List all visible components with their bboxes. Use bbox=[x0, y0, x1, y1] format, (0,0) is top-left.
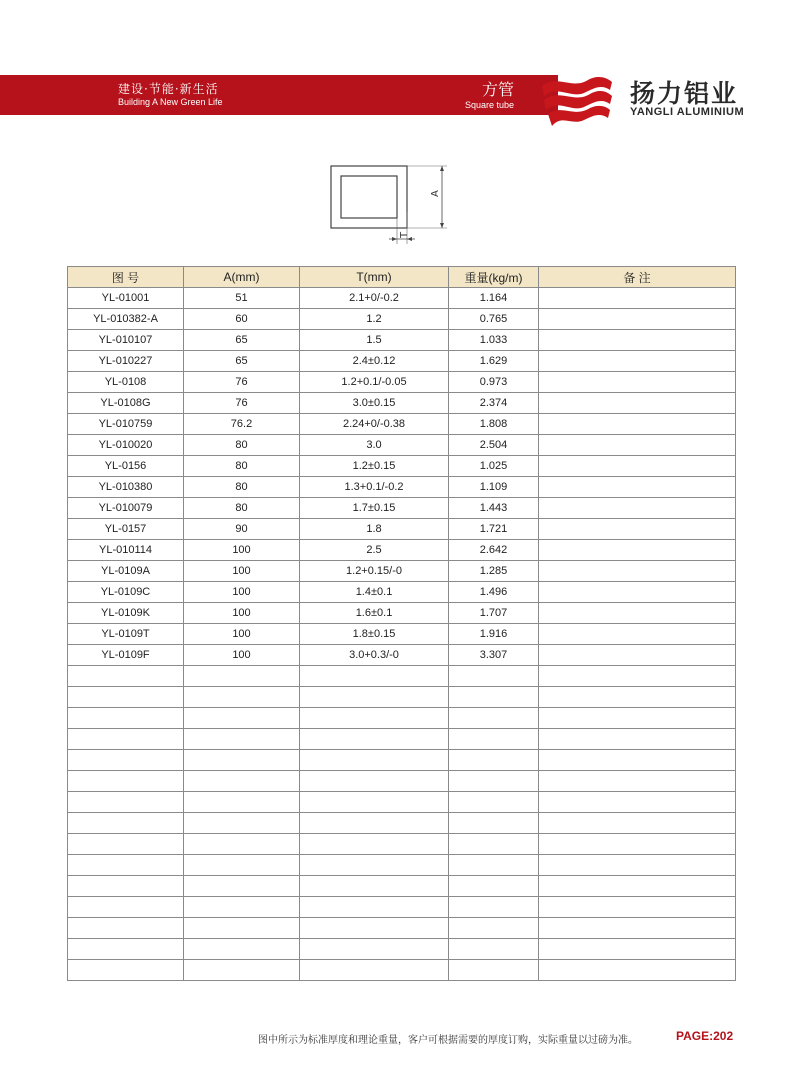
cell-part-number bbox=[68, 729, 184, 750]
cell-remarks bbox=[539, 603, 736, 624]
cell-t-mm bbox=[300, 918, 449, 939]
brand-name-english: YANGLI ALUMINIUM bbox=[630, 106, 745, 118]
cell-a-mm bbox=[184, 855, 300, 876]
cell-a-mm: 65 bbox=[184, 351, 300, 372]
cell-remarks bbox=[539, 414, 736, 435]
table-row bbox=[68, 582, 736, 603]
cell-a-mm bbox=[184, 918, 300, 939]
cell-remarks bbox=[539, 939, 736, 960]
cell-weight bbox=[449, 687, 539, 708]
table-row bbox=[68, 960, 736, 981]
cell-t-mm: 3.0+0.3/-0 bbox=[300, 645, 449, 666]
cell-weight: 2.374 bbox=[449, 393, 539, 414]
cell-part-number bbox=[68, 960, 184, 981]
cell-weight: 1.164 bbox=[449, 288, 539, 309]
table-row bbox=[68, 855, 736, 876]
cell-weight bbox=[449, 918, 539, 939]
cell-remarks bbox=[539, 561, 736, 582]
cell-part-number: YL-0108G bbox=[68, 393, 184, 414]
cell-a-mm bbox=[184, 939, 300, 960]
cell-t-mm: 1.7±0.15 bbox=[300, 498, 449, 519]
cell-weight: 1.496 bbox=[449, 582, 539, 603]
cell-a-mm: 65 bbox=[184, 330, 300, 351]
cell-t-mm: 1.2+0.15/-0 bbox=[300, 561, 449, 582]
table-row bbox=[68, 435, 736, 456]
cell-t-mm: 1.3+0.1/-0.2 bbox=[300, 477, 449, 498]
cell-remarks bbox=[539, 771, 736, 792]
spec-table bbox=[67, 266, 736, 981]
table-row bbox=[68, 771, 736, 792]
cell-weight bbox=[449, 960, 539, 981]
cell-a-mm: 76 bbox=[184, 393, 300, 414]
slogan-english: Building A New Green Life bbox=[118, 97, 223, 107]
header-a-mm: A(mm) bbox=[184, 267, 300, 288]
product-title-chinese: 方管 bbox=[481, 80, 514, 99]
cell-weight: 1.285 bbox=[449, 561, 539, 582]
table-row bbox=[68, 456, 736, 477]
cell-weight bbox=[449, 855, 539, 876]
footnote: 图中所示为标准厚度和理论重量，客户可根据需要的厚度订购，实际重量以过磅为准。 bbox=[258, 1035, 638, 1046]
cell-t-mm: 3.0±0.15 bbox=[300, 393, 449, 414]
cell-weight bbox=[449, 771, 539, 792]
cell-t-mm bbox=[300, 960, 449, 981]
cell-a-mm bbox=[184, 750, 300, 771]
cell-t-mm: 1.8±0.15 bbox=[300, 624, 449, 645]
cell-a-mm: 80 bbox=[184, 477, 300, 498]
cell-a-mm: 76 bbox=[184, 372, 300, 393]
cell-weight: 1.025 bbox=[449, 456, 539, 477]
table-row bbox=[68, 351, 736, 372]
cell-t-mm: 2.5 bbox=[300, 540, 449, 561]
header-part-number: 图 号 bbox=[68, 267, 184, 288]
cell-a-mm: 100 bbox=[184, 645, 300, 666]
table-row bbox=[68, 309, 736, 330]
cell-weight bbox=[449, 876, 539, 897]
cell-a-mm bbox=[184, 834, 300, 855]
cell-part-number: YL-010382-A bbox=[68, 309, 184, 330]
cell-remarks bbox=[539, 309, 736, 330]
cell-part-number: YL-010227 bbox=[68, 351, 184, 372]
cell-t-mm bbox=[300, 897, 449, 918]
cell-a-mm bbox=[184, 687, 300, 708]
table-header-row bbox=[68, 267, 736, 288]
cell-a-mm: 90 bbox=[184, 519, 300, 540]
cell-a-mm: 100 bbox=[184, 582, 300, 603]
cell-remarks bbox=[539, 456, 736, 477]
cell-part-number: YL-0156 bbox=[68, 456, 184, 477]
cell-remarks bbox=[539, 540, 736, 561]
page-number: PAGE:202 bbox=[676, 1029, 734, 1043]
cell-t-mm bbox=[300, 666, 449, 687]
cell-t-mm: 1.6±0.1 bbox=[300, 603, 449, 624]
cell-weight: 1.033 bbox=[449, 330, 539, 351]
cell-a-mm bbox=[184, 708, 300, 729]
cell-t-mm bbox=[300, 687, 449, 708]
cell-a-mm: 80 bbox=[184, 456, 300, 477]
cell-remarks bbox=[539, 813, 736, 834]
cell-part-number bbox=[68, 855, 184, 876]
cell-a-mm: 100 bbox=[184, 624, 300, 645]
table-row bbox=[68, 687, 736, 708]
cell-t-mm bbox=[300, 708, 449, 729]
table-row bbox=[68, 792, 736, 813]
cell-remarks bbox=[539, 708, 736, 729]
cell-remarks bbox=[539, 288, 736, 309]
table-row bbox=[68, 645, 736, 666]
cell-a-mm bbox=[184, 666, 300, 687]
table-row bbox=[68, 729, 736, 750]
table-row bbox=[68, 939, 736, 960]
table-row bbox=[68, 666, 736, 687]
cell-a-mm: 76.2 bbox=[184, 414, 300, 435]
cell-remarks bbox=[539, 792, 736, 813]
table-row bbox=[68, 708, 736, 729]
cell-weight: 2.504 bbox=[449, 435, 539, 456]
cell-a-mm: 100 bbox=[184, 561, 300, 582]
table-row bbox=[68, 393, 736, 414]
cell-remarks bbox=[539, 960, 736, 981]
header-weight: 重量(kg/m) bbox=[449, 267, 539, 288]
cell-t-mm: 2.1+0/-0.2 bbox=[300, 288, 449, 309]
cell-part-number: YL-0109F bbox=[68, 645, 184, 666]
cell-a-mm bbox=[184, 771, 300, 792]
cell-part-number bbox=[68, 876, 184, 897]
cell-remarks bbox=[539, 666, 736, 687]
cell-t-mm: 2.24+0/-0.38 bbox=[300, 414, 449, 435]
cell-a-mm bbox=[184, 876, 300, 897]
table-row bbox=[68, 330, 736, 351]
cell-t-mm bbox=[300, 855, 449, 876]
cell-a-mm bbox=[184, 792, 300, 813]
table-row bbox=[68, 372, 736, 393]
cell-remarks bbox=[539, 582, 736, 603]
cell-weight bbox=[449, 708, 539, 729]
cell-remarks bbox=[539, 855, 736, 876]
cell-a-mm: 80 bbox=[184, 435, 300, 456]
header-remarks: 备 注 bbox=[539, 267, 736, 288]
cell-weight bbox=[449, 813, 539, 834]
brand-name-chinese: 扬力铝业 bbox=[630, 79, 739, 108]
cell-t-mm bbox=[300, 750, 449, 771]
cell-part-number bbox=[68, 708, 184, 729]
table-row bbox=[68, 813, 736, 834]
table-row bbox=[68, 519, 736, 540]
cell-part-number bbox=[68, 939, 184, 960]
cell-t-mm: 2.4±0.12 bbox=[300, 351, 449, 372]
cell-t-mm: 1.2±0.15 bbox=[300, 456, 449, 477]
cell-t-mm: 3.0 bbox=[300, 435, 449, 456]
cell-weight: 0.973 bbox=[449, 372, 539, 393]
table-row bbox=[68, 834, 736, 855]
cell-t-mm: 1.8 bbox=[300, 519, 449, 540]
cell-remarks bbox=[539, 435, 736, 456]
cell-weight bbox=[449, 729, 539, 750]
cell-weight: 1.629 bbox=[449, 351, 539, 372]
cell-remarks bbox=[539, 834, 736, 855]
cell-part-number: YL-0157 bbox=[68, 519, 184, 540]
cell-remarks bbox=[539, 750, 736, 771]
cell-remarks bbox=[539, 687, 736, 708]
cell-weight: 1.721 bbox=[449, 519, 539, 540]
cell-t-mm: 1.5 bbox=[300, 330, 449, 351]
cell-weight: 1.808 bbox=[449, 414, 539, 435]
cell-weight: 3.307 bbox=[449, 645, 539, 666]
table-row bbox=[68, 288, 736, 309]
cell-a-mm: 100 bbox=[184, 540, 300, 561]
cell-part-number bbox=[68, 813, 184, 834]
cell-part-number: YL-010107 bbox=[68, 330, 184, 351]
cell-t-mm bbox=[300, 939, 449, 960]
table-row bbox=[68, 750, 736, 771]
yangli-logo-icon bbox=[538, 70, 616, 132]
cell-part-number: YL-010020 bbox=[68, 435, 184, 456]
cell-part-number bbox=[68, 771, 184, 792]
cell-weight: 1.916 bbox=[449, 624, 539, 645]
cell-remarks bbox=[539, 477, 736, 498]
cell-weight bbox=[449, 750, 539, 771]
cell-t-mm bbox=[300, 813, 449, 834]
cell-part-number bbox=[68, 918, 184, 939]
cell-part-number: YL-0109K bbox=[68, 603, 184, 624]
cell-a-mm bbox=[184, 960, 300, 981]
table-row bbox=[68, 540, 736, 561]
table-row bbox=[68, 918, 736, 939]
cell-part-number: YL-0109A bbox=[68, 561, 184, 582]
tube-inner-wall bbox=[341, 176, 397, 218]
table-row bbox=[68, 477, 736, 498]
cell-weight: 1.109 bbox=[449, 477, 539, 498]
table-row bbox=[68, 498, 736, 519]
cell-remarks bbox=[539, 897, 736, 918]
cell-weight bbox=[449, 834, 539, 855]
cell-a-mm bbox=[184, 813, 300, 834]
cell-remarks bbox=[539, 372, 736, 393]
cell-a-mm: 100 bbox=[184, 603, 300, 624]
cell-weight: 1.707 bbox=[449, 603, 539, 624]
table-row bbox=[68, 876, 736, 897]
cell-remarks bbox=[539, 645, 736, 666]
cell-t-mm: 1.4±0.1 bbox=[300, 582, 449, 603]
square-tube-diagram bbox=[325, 160, 455, 245]
cell-weight bbox=[449, 666, 539, 687]
cell-remarks bbox=[539, 351, 736, 372]
table-row bbox=[68, 897, 736, 918]
table-row bbox=[68, 561, 736, 582]
dimension-label-a: A bbox=[430, 190, 441, 197]
cell-weight bbox=[449, 897, 539, 918]
cell-part-number bbox=[68, 897, 184, 918]
cell-t-mm bbox=[300, 834, 449, 855]
cell-a-mm: 80 bbox=[184, 498, 300, 519]
cell-t-mm: 1.2+0.1/-0.05 bbox=[300, 372, 449, 393]
cell-part-number: YL-0108 bbox=[68, 372, 184, 393]
cell-weight bbox=[449, 792, 539, 813]
cell-a-mm: 51 bbox=[184, 288, 300, 309]
cell-remarks bbox=[539, 729, 736, 750]
cell-remarks bbox=[539, 918, 736, 939]
cell-part-number bbox=[68, 834, 184, 855]
cell-a-mm bbox=[184, 897, 300, 918]
cell-part-number: YL-010380 bbox=[68, 477, 184, 498]
cell-part-number: YL-01001 bbox=[68, 288, 184, 309]
cell-a-mm bbox=[184, 729, 300, 750]
cell-part-number bbox=[68, 792, 184, 813]
cell-remarks bbox=[539, 624, 736, 645]
cell-t-mm bbox=[300, 729, 449, 750]
header-t-mm: T(mm) bbox=[300, 267, 449, 288]
cell-remarks bbox=[539, 393, 736, 414]
cell-part-number: YL-0109C bbox=[68, 582, 184, 603]
cell-t-mm bbox=[300, 792, 449, 813]
slogan-chinese: 建设·节能·新生活 bbox=[118, 82, 219, 96]
cell-t-mm: 1.2 bbox=[300, 309, 449, 330]
dimension-label-t: T bbox=[399, 231, 410, 238]
table-row bbox=[68, 414, 736, 435]
cell-weight: 0.765 bbox=[449, 309, 539, 330]
cell-weight: 2.642 bbox=[449, 540, 539, 561]
cell-part-number: YL-010759 bbox=[68, 414, 184, 435]
product-title-english: Square tube bbox=[464, 100, 514, 110]
cell-remarks bbox=[539, 876, 736, 897]
cell-weight bbox=[449, 939, 539, 960]
cell-a-mm: 60 bbox=[184, 309, 300, 330]
cell-t-mm bbox=[300, 876, 449, 897]
cell-part-number bbox=[68, 750, 184, 771]
cell-part-number: YL-010114 bbox=[68, 540, 184, 561]
cell-part-number bbox=[68, 687, 184, 708]
cell-remarks bbox=[539, 330, 736, 351]
cell-remarks bbox=[539, 519, 736, 540]
cell-weight: 1.443 bbox=[449, 498, 539, 519]
cell-part-number bbox=[68, 666, 184, 687]
cell-t-mm bbox=[300, 771, 449, 792]
cell-part-number: YL-010079 bbox=[68, 498, 184, 519]
table-row bbox=[68, 624, 736, 645]
cell-remarks bbox=[539, 498, 736, 519]
cell-part-number: YL-0109T bbox=[68, 624, 184, 645]
table-row bbox=[68, 603, 736, 624]
